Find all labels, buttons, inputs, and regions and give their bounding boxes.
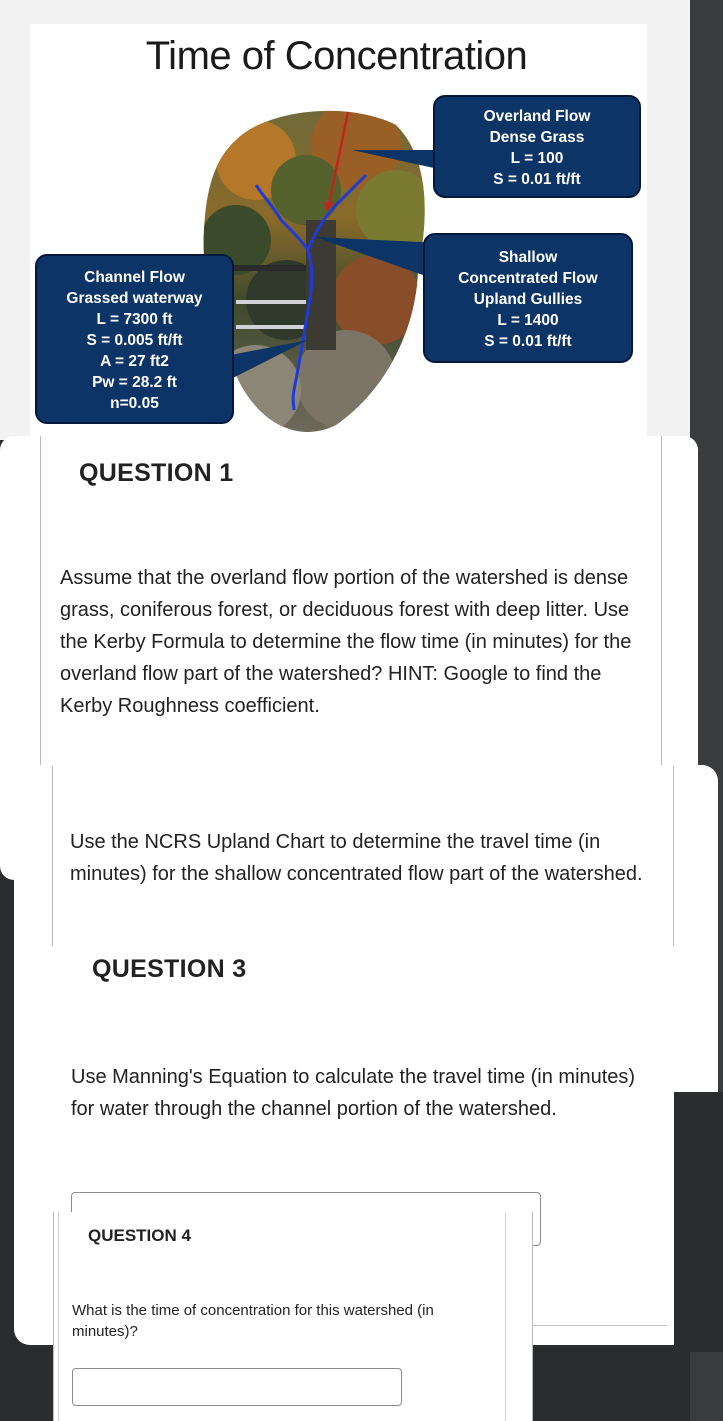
- channel-line-7: n=0.05: [110, 395, 159, 412]
- question-4-heading: QUESTION 4: [88, 1226, 191, 1245]
- question-4-text: What is the time of concentration for this watershed (in minutes)?: [72, 1302, 434, 1340]
- overland-line-1: Overland Flow: [483, 108, 591, 125]
- shallow-line-2: Concentrated Flow: [458, 270, 598, 287]
- overland-line-2: Dense Grass: [489, 129, 585, 146]
- overland-callout-pointer: [350, 100, 440, 190]
- shallow-line-1: Shallow: [498, 249, 558, 266]
- overland-line-4: S = 0.01 ft/ft: [493, 171, 581, 188]
- question-2-text: Use the NCRS Upland Chart to determine the travel time (in minutes) for the shallow concentrated flow part of the watershed.: [70, 831, 643, 885]
- question-3-text: Use Manning's Equation to calculate the travel time (in minutes) for water through the channel portion of the watershed.: [71, 1066, 636, 1120]
- question-4-answer-input[interactable]: [72, 1368, 402, 1406]
- overland-line-3: L = 100: [510, 150, 564, 167]
- channel-flow-callout: [35, 254, 234, 424]
- slide-title: Time of Concentration: [145, 34, 528, 78]
- overland-flow-callout: [433, 95, 641, 198]
- channel-line-2: Grassed waterway: [66, 290, 203, 307]
- background-gap: [674, 1092, 723, 1352]
- divider-line: [530, 1325, 667, 1326]
- shallow-flow-callout: [423, 233, 633, 363]
- shallow-line-4: L = 1400: [497, 312, 559, 329]
- question-1-text: Assume that the overland flow portion of the watershed is dense grass, coniferous forest, or deciduous forest with deep litter. Use the Kerby Formula to determine the flow time (in minutes) for the overland flow part of the watershed? HINT: Google to find the Kerby Roughness coefficient.: [60, 567, 632, 717]
- shallow-line-5: S = 0.01 ft/ft: [484, 333, 572, 350]
- channel-line-6: Pw = 28.2 ft: [92, 374, 177, 391]
- question-3-heading: QUESTION 3: [92, 955, 247, 983]
- channel-line-4: S = 0.005 ft/ft: [86, 332, 183, 349]
- channel-line-3: L = 7300 ft: [96, 311, 173, 328]
- shallow-line-3: Upland Gullies: [473, 291, 583, 308]
- question-1-heading: QUESTION 1: [79, 459, 234, 487]
- channel-line-5: A = 27 ft2: [100, 353, 169, 370]
- channel-line-1: Channel Flow: [84, 269, 185, 286]
